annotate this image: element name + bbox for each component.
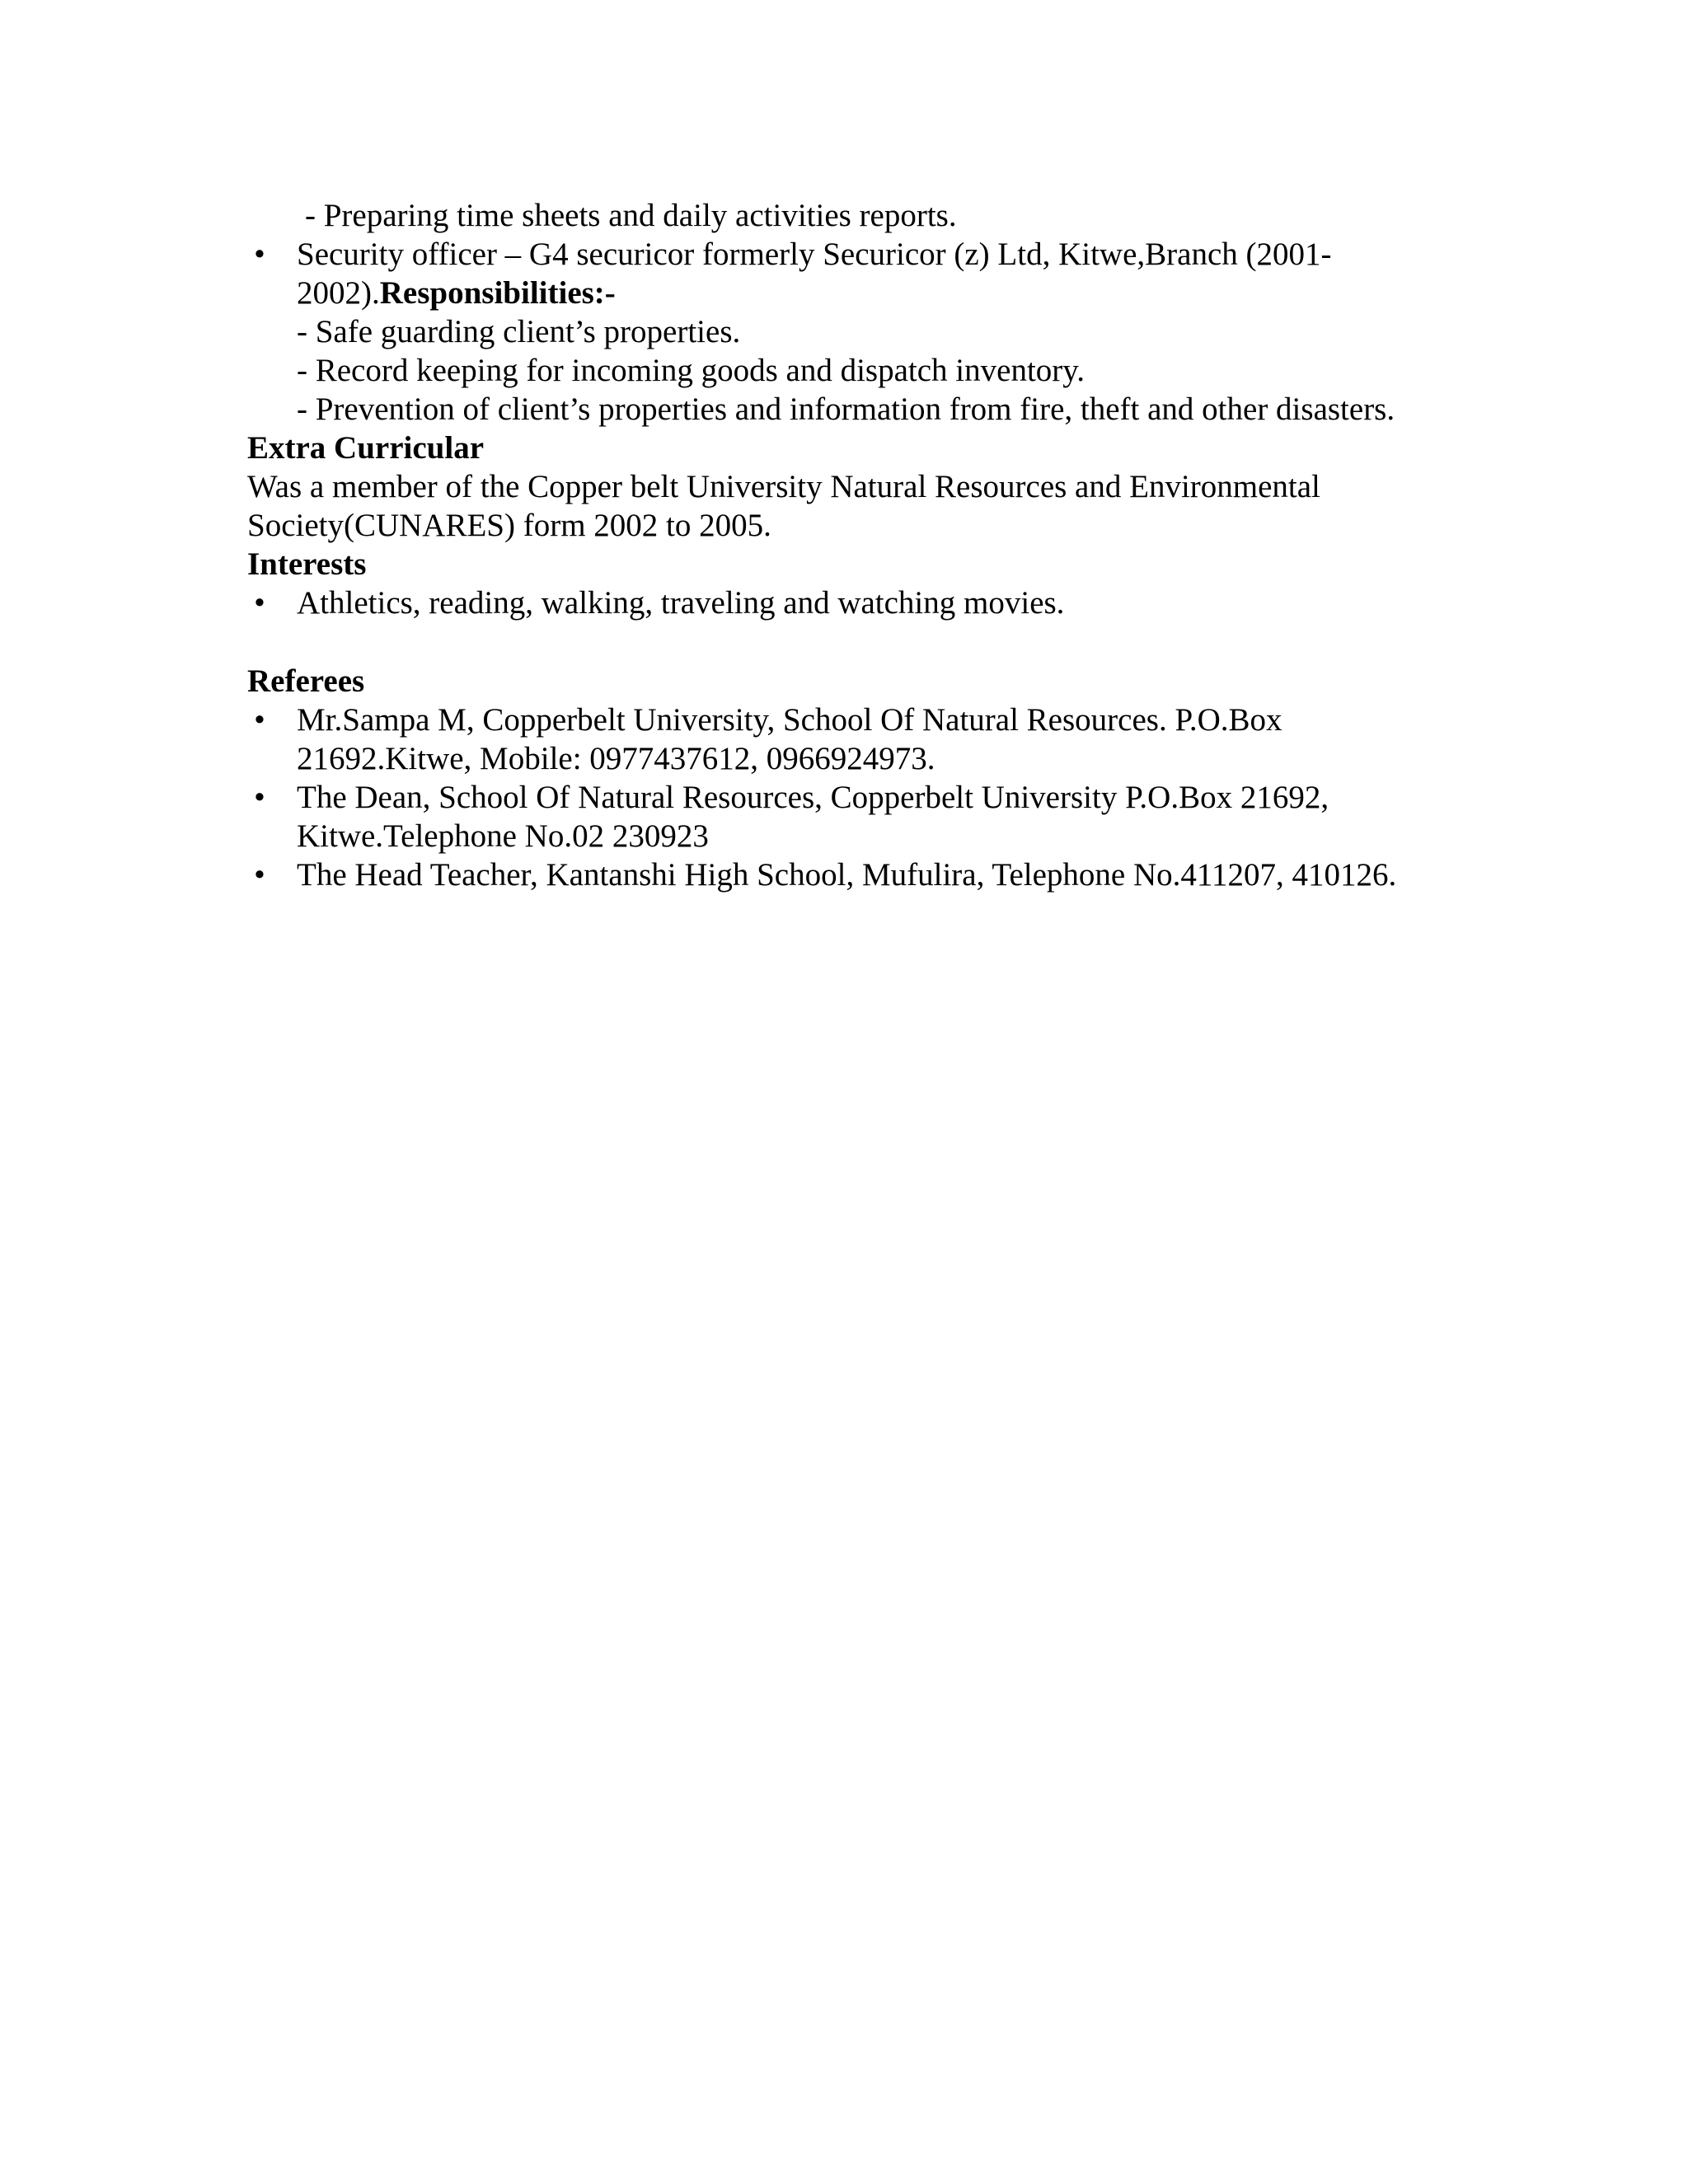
extra-curricular-line-1: Was a member of the Copper belt University Natural Resources and Environmental (247, 469, 1320, 504)
duty-prevention: - Prevention of client’s properties and information from fire, theft and other disasters. (297, 391, 1395, 427)
experience-title-line: Security officer – G4 securicor formerly Securicor (z) Ltd, Kitwe,Branch (2001- (297, 237, 1332, 272)
duty-record-keeping: - Record keeping for incoming goods and dispatch inventory. (297, 353, 1085, 388)
extra-curricular-heading: Extra Curricular (247, 430, 485, 466)
duty-safe-guarding: - Safe guarding client’s properties. (297, 314, 741, 349)
bullet-icon: • (254, 237, 265, 272)
bullet-icon: • (254, 702, 265, 738)
bullet-icon: • (254, 585, 265, 621)
bullet-icon: • (254, 780, 265, 815)
referee-line-1: The Head Teacher, Kantanshi High School, Mufulira, Telephone No.411207, 410126. (297, 857, 1397, 893)
interests-item (247, 583, 1467, 622)
extra-curricular-line-2: Society(CUNARES) form 2002 to 2005. (247, 508, 771, 543)
document-content (247, 196, 1467, 894)
responsibilities-label: Responsibilities:- (379, 275, 616, 311)
experience-item-security-officer (247, 235, 1467, 429)
duty-preparing-timesheets: - Preparing time sheets and daily activities reports. (305, 198, 957, 233)
section-spacer (247, 622, 1467, 662)
referees-heading: Referees (247, 663, 365, 699)
interests-item-text: Athletics, reading, walking, traveling and watching movies. (297, 585, 1065, 621)
referee-line-2: 21692.Kitwe, Mobile: 0977437612, 0966924973. (297, 741, 935, 776)
experience-years: 2002). (297, 275, 380, 311)
experience-title-line-2 (297, 274, 1467, 312)
referee-item-dean (247, 778, 1467, 855)
bullet-icon: • (254, 857, 265, 893)
interests-heading: Interests (247, 546, 367, 582)
referee-item-head-teacher (247, 855, 1467, 894)
referee-item-sampa (247, 701, 1467, 778)
referee-line-2: Kitwe.Telephone No.02 230923 (297, 818, 709, 854)
referee-line-1: The Dean, School Of Natural Resources, Copperbelt University P.O.Box 21692, (297, 780, 1329, 815)
referee-line-1: Mr.Sampa M, Copperbelt University, School Of Natural Resources. P.O.Box (297, 702, 1282, 738)
